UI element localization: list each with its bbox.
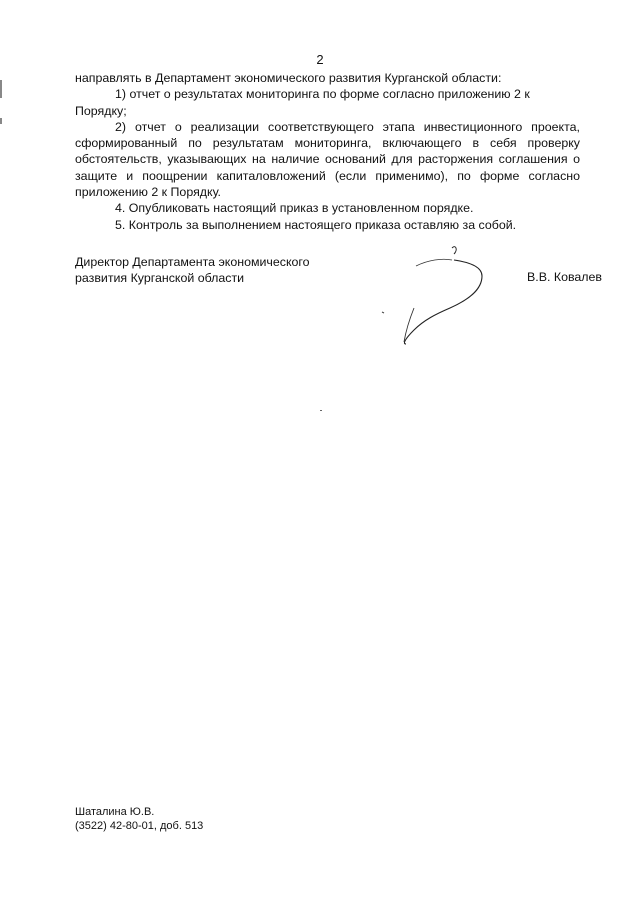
list-item-1: 1) отчет о результатах мониторинга по форме согласно приложению 2 к Порядку; bbox=[75, 87, 530, 118]
position-line-2: развития Курганской области bbox=[75, 271, 245, 286]
page-number: 2 bbox=[316, 52, 324, 67]
document-body bbox=[75, 70, 580, 233]
executor-phone: (3522) 42-80-01, доб. 513 bbox=[75, 820, 204, 832]
signatory-name: В.В. Ковалев bbox=[527, 270, 603, 284]
handwritten-signature bbox=[370, 238, 500, 353]
executor-name: Шаталина Ю.В. bbox=[75, 806, 155, 818]
signatory-position bbox=[75, 254, 310, 287]
margin-mark bbox=[0, 118, 2, 124]
paragraph-5: 5. Контроль за выполнением настоящего приказа оставляю за собой. bbox=[115, 217, 517, 232]
position-line-1: Директор Департамента экономического bbox=[75, 255, 310, 269]
margin-mark bbox=[0, 80, 2, 98]
paragraph-4: 4. Опубликовать настоящий приказ в установленном порядке. bbox=[115, 201, 474, 216]
body-line-1: направлять в Департамент экономического развития Курганской области: bbox=[75, 71, 502, 85]
list-item-2: 2) отчет о реализации соответствующего этапа инвестиционного проекта, сформированный по результатам мониторинга, включающего в себя проверку обстоятельств, указывающих на наличие оснований для расторжения соглашения о защите и поощрении капиталовложений (если применимо), по форме согласно приложению 2 к Порядку. bbox=[75, 119, 580, 200]
executor-info bbox=[75, 805, 203, 833]
scan-speck bbox=[320, 410, 322, 411]
